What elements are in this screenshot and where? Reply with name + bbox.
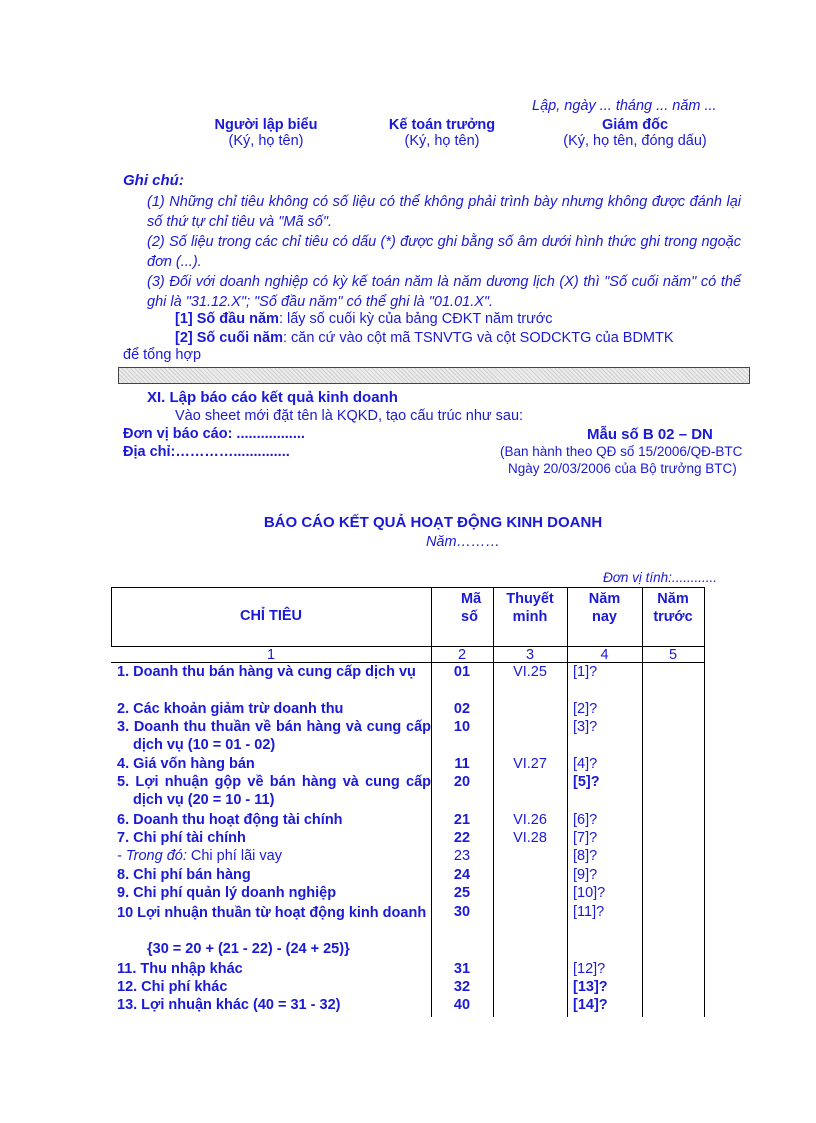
table-row-current: [5]?	[573, 774, 600, 790]
accountant-note: (Ký, họ tên)	[404, 133, 480, 149]
col-num-2: 2	[457, 647, 467, 663]
col-num-1: 1	[266, 647, 276, 663]
director-note: (Ký, họ tên, đóng dấu)	[563, 133, 707, 149]
report-year: Năm………	[425, 534, 501, 550]
table-row-code: 31	[453, 961, 471, 977]
table-row-note: VI.27	[513, 756, 547, 772]
director-title: Giám đốc	[601, 117, 669, 133]
table-row-note: VI.26	[513, 812, 547, 828]
director-signature	[540, 117, 730, 149]
table-row-current: [6]?	[573, 812, 598, 828]
report-title: BÁO CÁO KẾT QUẢ HOẠT ĐỘNG KINH DOANH	[263, 514, 603, 531]
table-row-current: [10]?	[573, 885, 606, 901]
ref-2-tail: để tổng hợp	[123, 347, 202, 363]
table-row-code: 30	[453, 904, 471, 920]
table-row-label: 11. Thu nhập khác	[117, 961, 243, 977]
table-row-label: 9. Chi phí quản lý doanh nghiệp	[117, 885, 337, 901]
preparer-note: (Ký, họ tên)	[228, 133, 304, 149]
table-row-current: [14]?	[573, 997, 608, 1013]
col-num-4: 4	[600, 647, 609, 663]
table-row-label: 13. Lợi nhuận khác (40 = 31 - 32)	[117, 997, 341, 1013]
preparer-signature	[196, 117, 336, 149]
date-line: Lập, ngày ... tháng ... năm ...	[532, 98, 717, 114]
header-previous: Năm trước	[653, 591, 693, 625]
preparer-title: Người lập biểu	[214, 117, 318, 133]
table-row-label: 1. Doanh thu bán hàng và cung cấp dịch vụ	[117, 664, 416, 680]
table-row-code: 25	[453, 885, 471, 901]
table-row-note: VI.28	[513, 830, 547, 846]
table-row-current: [9]?	[573, 867, 598, 883]
table-row-code: 11	[454, 756, 470, 772]
table-row-label: 2. Các khoản giảm trừ doanh thu	[117, 701, 344, 717]
note-3: (3) Đối với doanh nghiệp có kỳ kế toán năm là năm dương lịch (X) thì "Số cuối năm" có thể ghi là "31.12.X"; "Số đầu năm" có thể ghi là "01.01.X".	[147, 274, 741, 310]
section-intro: Vào sheet mới đặt tên là KQKD, tạo cấu trúc như sau:	[175, 408, 524, 424]
separator-bar	[118, 367, 750, 384]
table-row-code: 23	[453, 848, 471, 864]
table-row-code: 21	[453, 812, 471, 828]
table-row-label: 5. Lợi nhuận gộp về bán hàng và cung cấp dịch vụ (20 = 10 - 11)	[117, 774, 431, 808]
ref-2-label: [2] Số cuối năm	[175, 330, 283, 346]
table-row-current: [1]?	[573, 664, 598, 680]
header-item: CHỈ TIÊU	[239, 608, 303, 624]
notes-heading: Ghi chú:	[123, 172, 184, 189]
table-row-code: 02	[453, 701, 471, 717]
table-row-current: [7]?	[573, 830, 598, 846]
form-code: Mẫu số B 02 – DN	[587, 426, 713, 443]
col-num-3: 3	[525, 647, 535, 663]
income-statement-table	[111, 587, 705, 1017]
accountant-title: Kế toán trưởng	[388, 117, 496, 133]
table-row-label: 4. Giá vốn hàng bán	[117, 756, 255, 772]
accountant-signature	[372, 117, 512, 149]
table-row-code: 32	[453, 979, 471, 995]
table-row-code: 01	[453, 664, 471, 680]
table-row-code: 20	[453, 774, 471, 790]
header-note: Thuyết minh	[506, 591, 554, 625]
table-row-current: [12]?	[573, 961, 606, 977]
address-label: Địa chỉ:…………..............	[123, 444, 290, 460]
table-row-current: [13]?	[573, 979, 608, 995]
table-row-label: 10 Lợi nhuận thuần từ hoạt động kinh doanh	[117, 905, 427, 921]
table-row-current: [3]?	[573, 719, 598, 735]
table-row-label: 3. Doanh thu thuần về bán hàng và cung cấp dịch vụ (10 = 01 - 02)	[117, 719, 431, 753]
table-row-current: [11]?	[573, 904, 605, 920]
table-row-label: 7. Chi phí tài chính	[117, 830, 246, 846]
header-current: Năm nay	[588, 591, 621, 625]
table-row-current: [2]?	[573, 701, 598, 717]
ref-1-label: [1] Số đầu năm	[175, 311, 279, 327]
section-heading: XI. Lập báo cáo kết quả kinh doanh	[147, 389, 398, 406]
currency-unit: Đơn vị tính:............	[603, 570, 717, 585]
unit-label: Đơn vị báo cáo: .................	[123, 426, 305, 442]
note-2: (2) Số liệu trong các chỉ tiêu có dấu (*) được ghi bằng số âm dưới hình thức ghi trong ngoặc đơn (...).	[147, 234, 741, 270]
ref-2	[175, 330, 674, 346]
table-row-note: VI.25	[513, 664, 547, 680]
ref-1-text: : lấy số cuối kỳ của bảng CĐKT năm trước	[278, 311, 553, 327]
table-row-code: 22	[453, 830, 471, 846]
table-row-label: 8. Chi phí bán hàng	[117, 867, 251, 883]
note-1: (1) Những chỉ tiêu không có số liệu có thể không phải trình bày nhưng không được đánh lại số thứ tự chỉ tiêu và "Mã số".	[147, 194, 741, 230]
table-row-code: 40	[453, 997, 471, 1013]
table-row-current: [8]?	[573, 848, 598, 864]
table-row-label: 12. Chi phí khác	[117, 979, 228, 995]
issued-line-1: (Ban hành theo QĐ số 15/2006/QĐ-BTC	[500, 444, 743, 459]
header-code: Mã số	[461, 591, 482, 625]
table-row-label	[117, 847, 282, 865]
col-num-5: 5	[668, 647, 678, 663]
table-row-formula: {30 = 20 + (21 - 22) - (24 + 25)}	[147, 941, 350, 957]
table-row-label: 6. Doanh thu hoạt động tài chính	[117, 812, 343, 828]
ref-1	[175, 311, 553, 327]
sub-label-rest: Chi phí lãi vay	[190, 848, 282, 864]
ref-2-text: : căn cứ vào cột mã TSNVTG và cột SODCKTG của BDMTK	[282, 330, 674, 346]
issued-line-2: Ngày 20/03/2006 của Bộ trưởng BTC)	[508, 461, 737, 476]
table-row-code: 24	[453, 867, 471, 883]
sub-label-prefix: - Trong đó:	[117, 848, 191, 864]
table-row-code: 10	[453, 719, 471, 735]
table-row-current: [4]?	[573, 756, 598, 772]
